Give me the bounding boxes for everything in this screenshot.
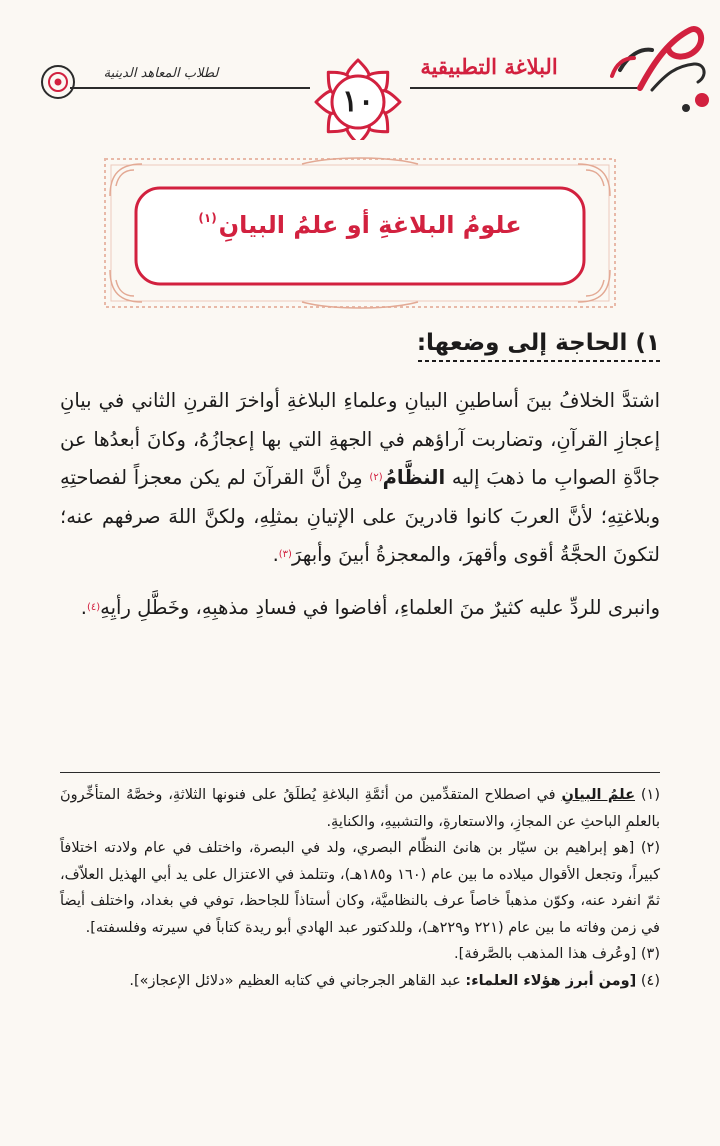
footnote-2: (٢) [هو إبراهيم بن سيّار بن هانئ النظّام البصري، ولد في البصرة، واختلف في عام ولادته اختلافاً كبيراً، وتجعل الأقوال ميلاده ما بين عام (١٦٠ و١٨٥هـ)، وتتلمذ في الاعتزال على يد أبي الهذيل العلاّف، ثمّ انفرد عنه، وكوّن مذهباً خاصاً عرف بالنظاميَّة، وكان أستاذاً للجاحظ، توفي في بغداد، واختلف أيضاً في زمن وفاته ما بين عام (٢٢١ و٢٢٩هـ)، وللدكتور عبد الهادي أبو ريدة كتاباً في سيرته وفلسفته]. <box>60 840 661 936</box>
footnote-ref-3: (٣) <box>278 549 292 560</box>
chapter-title <box>102 211 618 239</box>
section-heading-text: ١) الحاجة إلى وضعها: <box>416 330 660 356</box>
footnote-1: (١) علمُ البيانِ في اصطلاح المتقدِّمين من أئمَّةِ البلاغةِ يُطلَقُ على فنونها الثلاثةِ، وخصَّهُ المتأخِّرونَ بالعلمِ الباحثِ عن المجازِ، والاستعارةِ، والتشبيهِ، والكنايةِ. <box>60 787 661 830</box>
page-header <box>0 0 720 140</box>
footnote-4: (٤) [ومن أبرز هؤلاء العلماء: عبد القاهر الجرجاني في كتابه العظيم «دلائل الإعجاز»]. <box>129 972 660 989</box>
heading-underline <box>417 360 660 362</box>
body-text <box>60 382 660 641</box>
paragraph-1: اشتدَّ الخلافُ بينَ أساطينِ البيانِ وعلماءِ البلاغةِ أواخرَ القرنِ الثاني في بيانِ إعجازِ القرآنِ، وتضاربت آراؤهم في الجهةِ التي بها إعجازُهُ، وكانَ أبعدُها عن جادَّةِ الصوابِ ما ذهبَ إليه النظَّامُ$^{(٢)}$ مِنْ أنَّ القرآنَ لم يكن معجزاً لفصاحتِهِ وبلاغتِهِ؛ لأنَّ العربَ كانوا قادرينَ على الإتيانِ بمثلِهِ، ولكنَّ اللهَ صرفهم عنه؛ لتكونَ الحجَّةُ أقوى وأقهرَ، والمعجزةُ أبينَ وأبهرَ$^{(٣)}$. <box>60 389 660 566</box>
footnotes <box>60 782 660 994</box>
series-title: لطلاب المعاهد الدينية <box>103 66 219 81</box>
paragraph-2: وانبرى للردِّ عليه كثيرٌ منَ العلماءِ، أفاضوا في فسادِ مذهبِهِ، وخَطَّلِ رأيِهِ$^{(٤)}$. <box>80 595 660 619</box>
chapter-title-text: علومُ البلاغةِ أو علمُ البيانِ <box>218 211 522 239</box>
book-title: البلاغة التطبيقية <box>420 54 558 79</box>
footnote-3: (٣) [وعُرف هذا المذهب بالصَّرفة]. <box>454 946 660 962</box>
chapter-title-frame <box>102 156 618 310</box>
chapter-footnote-ref: (١) <box>198 211 217 225</box>
section-heading <box>417 330 660 362</box>
highlighted-name: النظَّامُ <box>382 466 446 489</box>
footnote-divider <box>60 772 660 773</box>
footnote-ref-2: (٢) <box>369 472 383 483</box>
footnote-ref-4: (٤) <box>86 601 101 613</box>
page-number: ١٠ <box>341 84 375 119</box>
